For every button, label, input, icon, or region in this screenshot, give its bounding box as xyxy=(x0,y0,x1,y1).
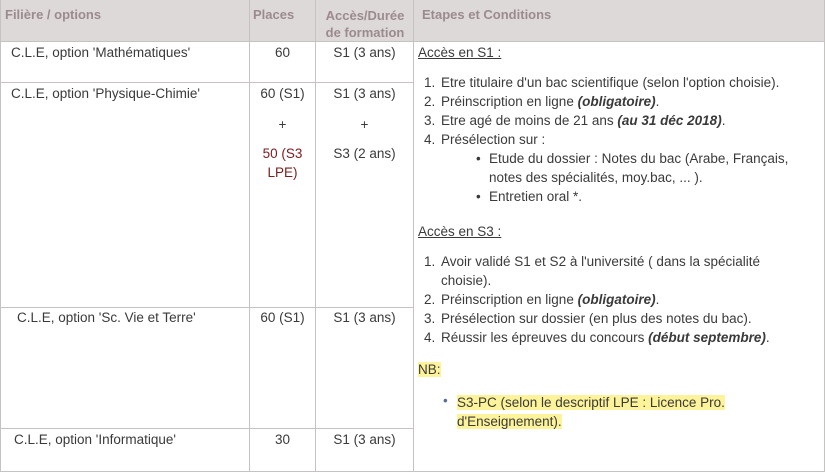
col-divider xyxy=(249,0,250,472)
list-item: • Etude du dossier : Notes du bac (Arabe, Français, notes des spécialités, moy.bac, ... ). xyxy=(476,151,789,185)
row2-acces-s3: S3 (2 ans) xyxy=(333,146,396,161)
header-etapes: Etapes et Conditions xyxy=(422,7,552,22)
header-acces-line2: de formation xyxy=(325,25,405,40)
row2-acces-s1: S1 (3 ans) xyxy=(333,86,396,101)
row2-plus: + xyxy=(278,117,287,132)
list-item: 4. Réussir les épreuves du concours (début septembre). xyxy=(424,330,770,345)
row-divider xyxy=(0,82,414,83)
row-divider xyxy=(0,428,414,429)
row4-acces: S1 (3 ans) xyxy=(333,432,396,447)
nb-note xyxy=(418,362,441,377)
s1-preselection-sublist xyxy=(441,149,788,206)
list-item: 1. Avoir validé S1 et S2 à l'université ( dans la spécialité choisie). xyxy=(424,254,760,288)
row3-acces: S1 (3 ans) xyxy=(333,310,396,325)
row3-filiere: C.L.E, option 'Sc. Vie et Terre' xyxy=(17,310,196,325)
s1-steps-list xyxy=(418,73,788,206)
header-places: Places xyxy=(253,7,295,22)
row1-acces: S1 (3 ans) xyxy=(333,45,396,60)
nb-label: NB: xyxy=(418,362,441,377)
list-item: 3. Présélection sur dossier (en plus des notes du bac). xyxy=(424,311,752,326)
row3-places: 60 (S1) xyxy=(260,310,305,325)
list-item: 2. Préinscription en ligne (obligatoire). xyxy=(424,94,660,109)
s3-section-title: Accès en S3 : xyxy=(418,224,502,239)
row4-filiere: C.L.E, option 'Informatique' xyxy=(14,432,176,447)
row2-places-s3-line1: 50 (S3 xyxy=(262,146,303,161)
header-acces xyxy=(317,7,413,41)
nb-bullet-icon: • xyxy=(443,393,448,408)
row4-places: 30 xyxy=(274,432,291,447)
row2-filiere: C.L.E, option 'Physique-Chimie' xyxy=(11,86,200,101)
row2-places-s3-line2: LPE) xyxy=(267,165,298,180)
nb-item xyxy=(457,393,725,431)
list-item: 1. Etre titulaire d'un bac scientifique (selon l'option choisie). xyxy=(424,75,780,90)
list-item: 3. Etre agé de moins de 21 ans (au 31 déc 2018). xyxy=(424,113,726,128)
row2-plus: + xyxy=(360,117,369,132)
s1-section-title: Accès en S1 : xyxy=(418,45,502,60)
list-item: • Entretien oral *. xyxy=(476,189,583,204)
col-divider xyxy=(315,0,316,472)
header-filiere: Filière / options xyxy=(5,7,102,22)
header-acces-line1: Accès/Durée xyxy=(325,8,405,23)
col-divider xyxy=(0,0,1,472)
list-item: 2. Préinscription en ligne (obligatoire). xyxy=(424,292,660,307)
list-item: 4. Présélection sur : • Etude du dossier : Notes du bac (Arabe, Français, notes des spécialités, moy.bac, ... ). • Entretien oral *. xyxy=(424,132,789,204)
row1-filiere: C.L.E, option 'Mathématiques' xyxy=(11,45,191,60)
row2-places-s1: 60 (S1) xyxy=(260,86,305,101)
nb-line1: S3-PC (selon le descriptif LPE : Licence Pro. xyxy=(457,395,725,410)
s3-steps-list xyxy=(418,252,770,347)
nb-line2: d'Enseignement). xyxy=(457,414,562,429)
row-divider xyxy=(0,471,825,472)
row1-places: 60 xyxy=(274,45,291,60)
row-divider xyxy=(0,307,414,308)
col-divider xyxy=(413,0,414,472)
row-divider xyxy=(0,41,825,42)
